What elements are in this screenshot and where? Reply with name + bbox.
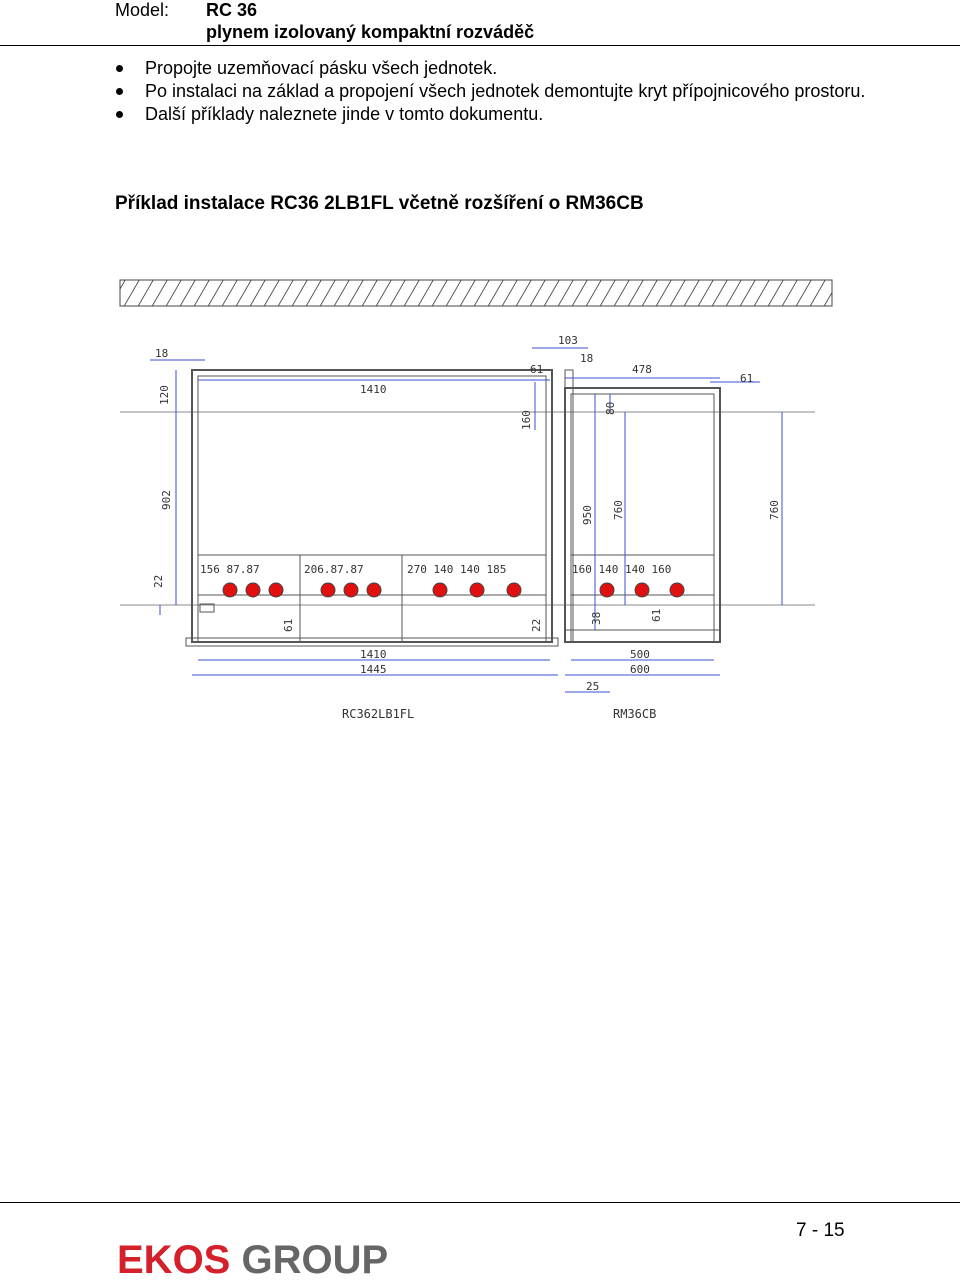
example-title: Příklad instalace RC36 2LB1FL včetně rozšíření o RM36CB [115,193,644,214]
dimension-label: 478 [632,363,652,376]
installation-drawing [110,270,840,730]
dimension-label: 760 [612,500,625,520]
dimension-label: 103 [558,334,578,347]
dimension-label: 1410 [360,648,387,661]
dimension-label: 61 [650,608,663,622]
dimension-label: 160 [520,410,533,430]
instruction-list [115,57,895,126]
dimension-label: 156 87.87 [200,563,260,576]
dimension-label: 160 140 140 160 [572,563,672,576]
logo-ekos: EKOS [117,1238,231,1282]
dimension-label: 1410 [360,383,387,396]
dimension-label: 270 140 140 185 [407,563,507,576]
dimension-label: 1445 [360,663,387,676]
dimension-label: 22 [152,574,165,588]
header-divider [0,45,960,46]
page-number: 7 - 15 [796,1220,845,1241]
dimension-label: 61 [740,372,754,385]
dimension-label: 600 [630,663,650,676]
wall-hatch [120,280,832,306]
list-item: Další příklady naleznete jinde v tomto dokumentu. [115,103,895,126]
ekos-group-logo [117,1238,388,1282]
unit-label-left: RC362LB1FL [342,707,415,721]
page-header [0,0,960,46]
logo-group: GROUP [230,1238,389,1282]
dimension-label: 61 [282,618,295,632]
dimension-label: 38 [590,611,603,625]
dimension-label: 950 [581,505,594,525]
list-item: Po instalaci na základ a propojení všech jednotek demontujte kryt přípojnicového prostoru. [115,80,895,103]
model-subtitle: plynem izolovaný kompaktní rozváděč [206,22,535,42]
dimension-label: 206.87.87 [304,563,364,576]
dimension-label: 120 [158,385,171,405]
list-item: Propojte uzemňovací pásku všech jednotek. [115,57,895,80]
dimension-label: 18 [155,347,169,360]
dimension-label: 18 [580,352,594,365]
footer-divider [0,1202,960,1203]
dimension-label: 902 [160,490,173,510]
unit-label-right: RM36CB [613,707,657,721]
model-label: Model: [115,0,170,20]
model-name: RC 36 [206,0,258,20]
dimension-lines [150,348,782,692]
dimension-label: 760 [768,500,781,520]
dimension-label: 25 [586,680,600,693]
dimension-label: 80 [604,401,617,415]
dimension-label: 500 [630,648,650,661]
dimension-label: 61 [530,363,544,376]
dimension-label: 22 [530,618,543,632]
